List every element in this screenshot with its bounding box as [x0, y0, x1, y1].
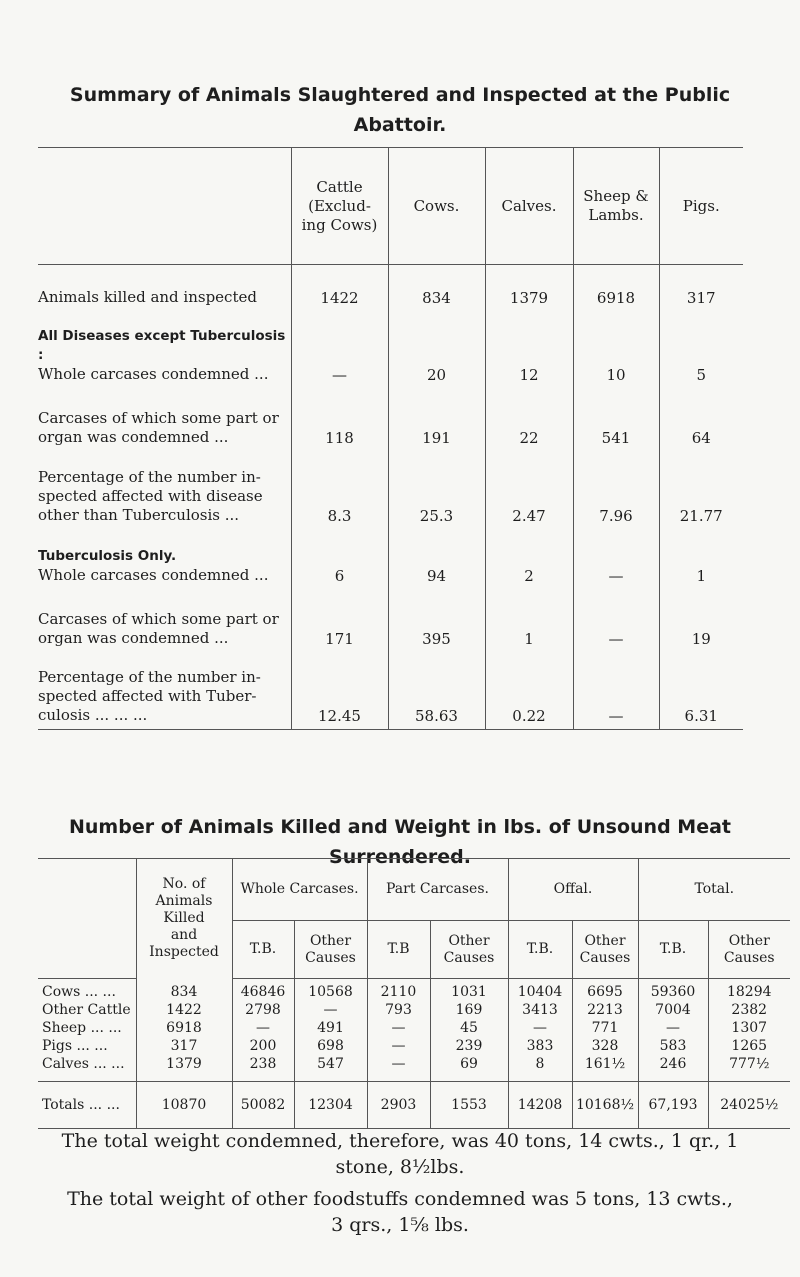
header-sheep-line1: Sheep & — [583, 187, 649, 205]
cell: 7004 — [638, 1001, 708, 1019]
cell: 45 — [430, 1019, 508, 1037]
cell: 6918 — [573, 265, 659, 311]
header-cattle — [291, 148, 388, 265]
table-row — [38, 1019, 790, 1037]
row-label: Cows ... ... — [42, 984, 116, 1000]
cell: 395 — [388, 589, 485, 652]
header-killed-line: Animals — [155, 893, 213, 910]
cell: 6.31 — [659, 652, 743, 730]
cell: 10568 — [294, 979, 367, 1002]
table-row — [38, 652, 743, 730]
header-blank — [38, 859, 136, 921]
row-label: Calves ... ... — [38, 1055, 136, 1082]
cell: — — [573, 529, 659, 589]
header-killed-line: Inspected — [149, 944, 219, 961]
header-killed-line: Killed — [163, 910, 205, 927]
cell: 171 — [291, 589, 388, 652]
cell: 2382 — [708, 1001, 790, 1019]
cell: 547 — [294, 1055, 367, 1082]
cell: 8 — [508, 1055, 572, 1082]
section-heading-tuberculosis: Tuberculosis Only. — [38, 547, 177, 564]
row-label: Other Cattle — [42, 1002, 131, 1018]
row-label — [38, 529, 291, 589]
unsound-meat-title: Number of Animals Killed and Weight in lbs. of Unsound Meat Surrendered. — [69, 816, 731, 868]
cell: — — [367, 1037, 430, 1055]
header-other-causes: Other Causes — [430, 921, 508, 979]
header-pigs: Pigs. — [659, 148, 743, 265]
summary-table — [38, 147, 743, 730]
table-row — [38, 529, 743, 589]
cell: 491 — [294, 1019, 367, 1037]
row-label: Pigs ... ... — [42, 1038, 108, 1054]
row-label: Percentage of the number in- spected affected with Tuber- culosis ... ... ... — [38, 652, 291, 730]
header-cattle-line3: ing Cows) — [301, 215, 378, 234]
total-cell: 2903 — [367, 1082, 430, 1129]
cell: 10 — [573, 311, 659, 388]
table-row — [38, 1001, 790, 1019]
cell: 59360 — [638, 979, 708, 1002]
row-label: Carcases of which some part or organ was condemned ... — [38, 408, 279, 446]
cell: 2213 — [572, 1001, 638, 1019]
cell: — — [367, 1019, 430, 1037]
cell: 0.22 — [485, 652, 573, 730]
cell: 64 — [659, 388, 743, 451]
total-cell: 67,193 — [638, 1082, 708, 1129]
header-sheep-line2: Lambs. — [588, 206, 644, 224]
total-cell: 10870 — [136, 1082, 232, 1129]
table-row — [38, 311, 743, 388]
cell: 46846 — [232, 979, 294, 1002]
cell: 1422 — [136, 1001, 232, 1019]
table-row — [38, 1055, 790, 1082]
header-killed-line: No. of — [162, 876, 206, 893]
total-cell: 14208 — [508, 1082, 572, 1129]
summary-header-row — [38, 148, 743, 265]
cell: 238 — [232, 1055, 294, 1082]
cell: 1265 — [708, 1037, 790, 1055]
cell: 541 — [573, 388, 659, 451]
table-row — [38, 1037, 790, 1055]
cell: — — [367, 1055, 430, 1082]
header-cows: Cows. — [388, 148, 485, 265]
cell: 1307 — [708, 1019, 790, 1037]
cell: 2110 — [367, 979, 430, 1002]
cell: 1 — [485, 589, 573, 652]
cell: 21.77 — [659, 451, 743, 529]
cell: 583 — [638, 1037, 708, 1055]
cell: 69 — [430, 1055, 508, 1082]
row-label: Animals killed and inspected — [38, 287, 257, 306]
totals-label: Totals ... ... — [38, 1082, 136, 1129]
cell: 7.96 — [573, 451, 659, 529]
total-cell: 24025½ — [708, 1082, 790, 1129]
other-foodstuffs-paragraph: The total weight of other foodstuffs condemned was 5 tons, 13 cwts., 3 qrs., 1⅝ lbs. — [67, 1188, 733, 1236]
cell: 58.63 — [388, 652, 485, 730]
row-label-text: Whole carcases condemned ... — [38, 364, 269, 383]
total-cell: 12304 — [294, 1082, 367, 1129]
cell: — — [638, 1019, 708, 1037]
header-blank — [38, 148, 291, 265]
group-header-row — [38, 859, 790, 921]
cell: 328 — [572, 1037, 638, 1055]
section-heading-all-diseases: All Diseases except Tuberculosis : — [38, 327, 286, 363]
header-cattle-line2: (Exclud- — [308, 196, 371, 215]
cell: 200 — [232, 1037, 294, 1055]
table-row — [38, 451, 743, 529]
header-tb: T.B. — [232, 921, 294, 979]
cell: 834 — [388, 265, 485, 311]
totals-row — [38, 1082, 790, 1129]
header-other-causes: Other Causes — [708, 921, 790, 979]
header-tb: T.B. — [508, 921, 572, 979]
cell: 22 — [485, 388, 573, 451]
total-cell: 10168½ — [572, 1082, 638, 1129]
cell: 1 — [659, 529, 743, 589]
cell: 317 — [136, 1037, 232, 1055]
cell: 5 — [659, 311, 743, 388]
cell: 2.47 — [485, 451, 573, 529]
header-cattle-line1: Cattle — [316, 177, 363, 196]
header-whole-carcases: Whole Carcases. — [232, 859, 367, 921]
cell: 834 — [136, 979, 232, 1002]
header-other-causes: Other Causes — [294, 921, 367, 979]
cell: 771 — [572, 1019, 638, 1037]
row-label: Carcases of which some part or organ was condemned ... — [38, 609, 279, 647]
table-row — [38, 388, 743, 451]
row-label: Sheep ... ... — [42, 1020, 122, 1036]
cell: 793 — [367, 1001, 430, 1019]
cell: 239 — [430, 1037, 508, 1055]
cell: 12.45 — [291, 652, 388, 730]
header-blank — [38, 921, 136, 979]
cell: 191 — [388, 388, 485, 451]
row-label-text: Whole carcases condemned ... — [38, 565, 269, 584]
cell: 1422 — [291, 265, 388, 311]
table-row — [38, 979, 790, 1002]
cell: 2 — [485, 529, 573, 589]
cell: 698 — [294, 1037, 367, 1055]
cell: 8.3 — [291, 451, 388, 529]
header-killed — [136, 859, 232, 979]
cell: 317 — [659, 265, 743, 311]
header-tb: T.B. — [638, 921, 708, 979]
cell: — — [294, 1001, 367, 1019]
cell: — — [291, 311, 388, 388]
cell: 6 — [291, 529, 388, 589]
table-row — [38, 589, 743, 652]
header-other-causes: Other Causes — [572, 921, 638, 979]
cell: 6918 — [136, 1019, 232, 1037]
summary-title: Summary of Animals Slaughtered and Inspected at the Public Abattoir. — [69, 84, 731, 136]
cell: — — [508, 1019, 572, 1037]
cell: 383 — [508, 1037, 572, 1055]
table-row — [38, 265, 743, 311]
cell: 1379 — [136, 1055, 232, 1082]
cell: 6695 — [572, 979, 638, 1002]
unsound-meat-table — [38, 858, 790, 1129]
cell: — — [232, 1019, 294, 1037]
header-offal: Offal. — [508, 859, 638, 921]
cell: 20 — [388, 311, 485, 388]
header-calves: Calves. — [485, 148, 573, 265]
cell: 1031 — [430, 979, 508, 1002]
cell: 161½ — [572, 1055, 638, 1082]
cell: 246 — [638, 1055, 708, 1082]
cell: 777½ — [708, 1055, 790, 1082]
header-sheep — [573, 148, 659, 265]
cell: 25.3 — [388, 451, 485, 529]
row-label — [38, 311, 291, 388]
cell: 10404 — [508, 979, 572, 1002]
cell: 94 — [388, 529, 485, 589]
cell: 12 — [485, 311, 573, 388]
total-cell: 50082 — [232, 1082, 294, 1129]
cell: — — [573, 589, 659, 652]
cell: 3413 — [508, 1001, 572, 1019]
header-part-carcases: Part Carcases. — [367, 859, 508, 921]
cell: 1379 — [485, 265, 573, 311]
row-label: Percentage of the number in- spected affected with disease other than Tuberculosis ... — [38, 467, 263, 524]
header-total: Total. — [638, 859, 790, 921]
cell: 18294 — [708, 979, 790, 1002]
cell: — — [573, 652, 659, 730]
total-cell: 1553 — [430, 1082, 508, 1129]
cell: 19 — [659, 589, 743, 652]
cell: 118 — [291, 388, 388, 451]
header-tb: T.B — [367, 921, 430, 979]
cell: 169 — [430, 1001, 508, 1019]
cell: 2798 — [232, 1001, 294, 1019]
header-killed-line: and — [170, 927, 198, 944]
total-weight-paragraph: The total weight condemned, therefore, was 40 tons, 14 cwts., 1 qr., 1 stone, 8½lbs. — [61, 1130, 739, 1178]
